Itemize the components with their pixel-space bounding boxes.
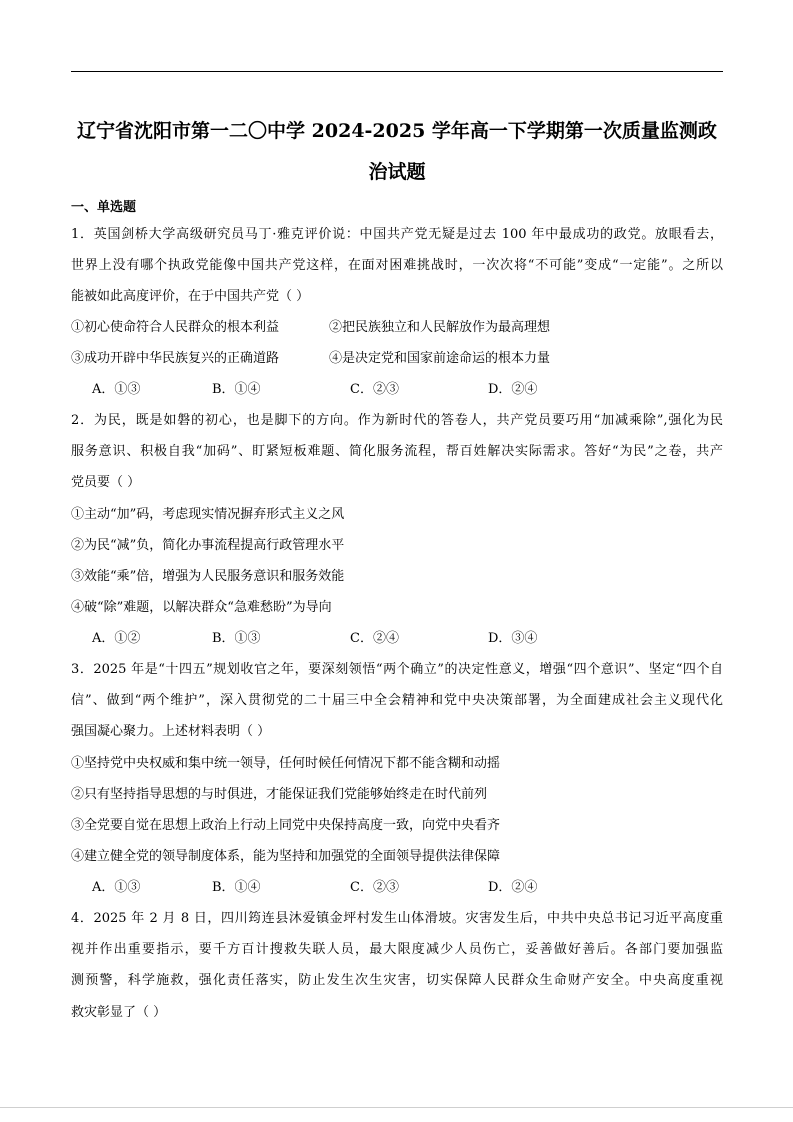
question-4-stem-line: 测预警，科学施救，强化责任落实，防止发生次生灾害，切实保障人民群众生命财产安全。中央高度重视 (71, 973, 723, 988)
question-2-stem-line: 党员要（ ） (71, 475, 141, 490)
question-3-option-c[interactable]: C．②③ (350, 880, 399, 895)
question-2-option-c[interactable]: C．②④ (350, 631, 399, 646)
question-1-stem-line: 1．英国剑桥大学高级研究员马丁·雅克评价说：中国共产党无疑是过去 100 年中最成功的政党。放眼看去， (71, 227, 723, 242)
question-1-statement: ④是决定党和国家前途命运的根本力量 (329, 351, 551, 366)
question-4-stem-line: 救灾彰显了（ ） (71, 1005, 167, 1020)
question-1-option-a[interactable]: A．①③ (92, 382, 141, 397)
question-2-statement: ④破“除”难题，以解决群众“急难愁盼”为导向 (71, 600, 332, 615)
header-rule (71, 71, 723, 72)
question-3-stem-line: 3．2025 年是“十四五”规划收官之年，要深刻领悟“两个确立”的决定性意义，增强“四个意识”、坚定“四个自 (71, 662, 723, 677)
question-4-stem-line: 视并作出重要指示，要千方百计搜救失联人员，最大限度减少人员伤亡，妥善做好善后。各部门要加强监 (71, 942, 723, 957)
question-1-option-b[interactable]: B．①④ (212, 382, 261, 397)
page-bottom-edge (0, 1107, 793, 1108)
question-3-stem-line: 强国凝心聚力。上述材料表明（ ） (71, 724, 271, 739)
question-1-option-d[interactable]: D．②④ (488, 382, 538, 397)
question-1-option-c[interactable]: C．②③ (350, 382, 399, 397)
question-2-option-b[interactable]: B．①③ (212, 631, 261, 646)
section-heading: 一、单选题 (71, 200, 137, 215)
question-3-option-d[interactable]: D．②④ (488, 880, 538, 895)
question-1-statement-row (71, 318, 723, 338)
question-3-statement: ④建立健全党的领导制度体系，能为坚持和加强党的全面领导提供法律保障 (71, 849, 501, 864)
question-2-option-d[interactable]: D．③④ (488, 631, 538, 646)
document-title-line-1: 辽宁省沈阳市第一二〇中学 2024-2025 学年高一下学期第一次质量监测政 (77, 120, 717, 142)
question-4-stem-line: 4．2025 年 2 月 8 日，四川筠连县沐爱镇金坪村发生山体滑坡。灾害发生后，中共中央总书记习近平高度重 (71, 911, 723, 926)
question-3-statement: ②只有坚持指导思想的与时俱进，才能保证我们党能够始终走在时代前列 (71, 787, 488, 802)
question-1-stem-line: 世界上没有哪个执政党能像中国共产党这样，在面对困难挑战时，一次次将“不可能”变成“一定能”。之所以 (71, 258, 723, 273)
question-2-option-a[interactable]: A．①② (92, 631, 141, 646)
document-title-line-2: 治试题 (368, 161, 426, 183)
question-2-stem-line: 服务意识、积极自我“加码”、盯紧短板难题、简化服务流程，帮百姓解决实际需求。答好“为民”之卷，共产 (71, 444, 723, 459)
question-2-statement: ①主动“加”码，考虑现实情况摒弃形式主义之风 (71, 507, 345, 522)
question-2-stem-line: 2．为民，既是如磐的初心，也是脚下的方向。作为新时代的答卷人，共产党员要巧用“加减乘除”,强化为民 (71, 413, 723, 428)
question-3-statement: ①坚持党中央权威和集中统一领导，任何时候任何情况下都不能含糊和动摇 (71, 756, 501, 771)
question-3-option-a[interactable]: A．①③ (92, 880, 141, 895)
question-3-option-b[interactable]: B．①④ (212, 880, 261, 895)
question-3-stem-line: 信”、做到“两个维护”，深入贯彻党的二十届三中全会精神和党中央决策部署，为全面建成社会主义现代化 (71, 693, 723, 708)
question-1-statement: ③成功开辟中华民族复兴的正确道路 (71, 351, 280, 366)
question-1-statement: ②把民族独立和人民解放作为最高理想 (329, 320, 551, 335)
question-2-statement: ③效能“乘”倍，增强为人民服务意识和服务效能 (71, 569, 345, 584)
question-1-statement: ①初心使命符合人民群众的根本利益 (71, 320, 280, 335)
question-1-statement-row (71, 349, 723, 369)
question-2-statement: ②为民“减”负，简化办事流程提高行政管理水平 (71, 538, 345, 553)
question-1-stem-line: 能被如此高度评价，在于中国共产党（ ） (71, 289, 310, 304)
question-3-statement: ③全党要自觉在思想上政治上行动上同党中央保持高度一致，向党中央看齐 (71, 818, 501, 833)
